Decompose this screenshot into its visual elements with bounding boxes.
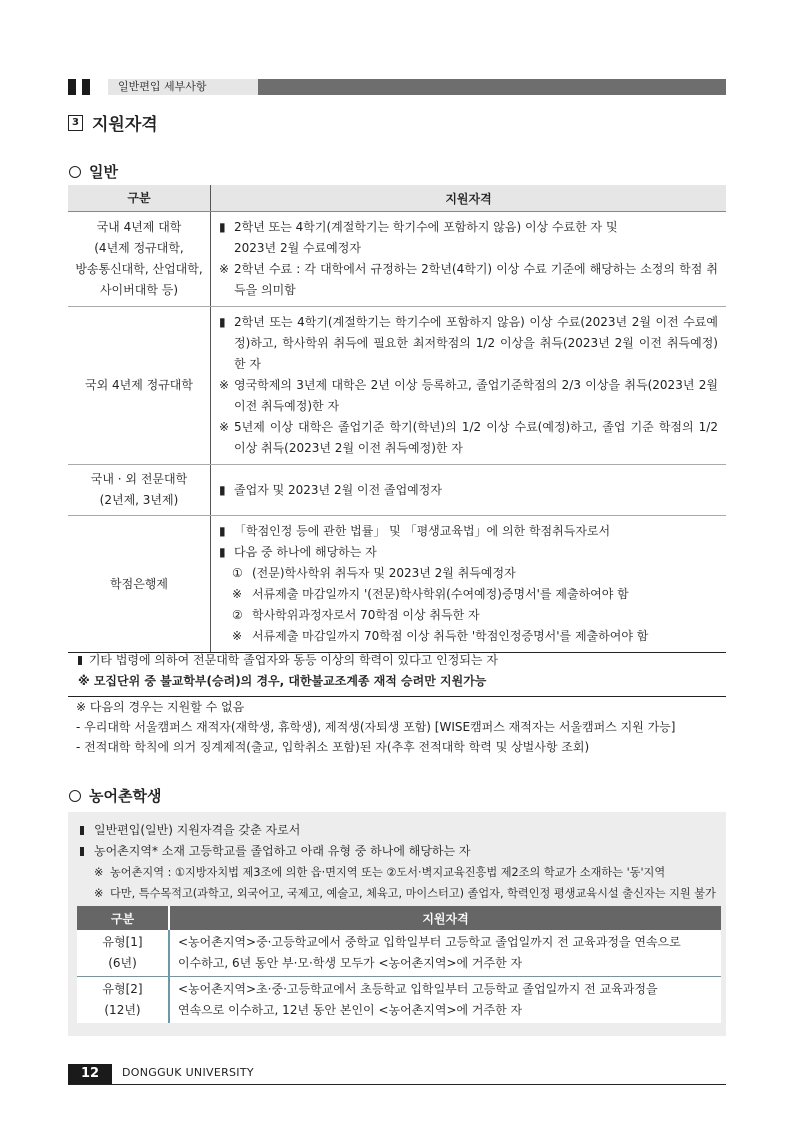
category-line: 사이버대학 등)	[99, 283, 179, 297]
category-line: (4년제 정규대학,	[94, 241, 184, 255]
row-category	[68, 307, 211, 465]
exclusion-notes	[68, 697, 738, 757]
category-line: 국내 4년제 대학	[96, 220, 182, 234]
qualification-item: ▮ 「학점인정 등에 관한 법률」 및 「평생교육법」에 의한 학점취득자로서	[219, 524, 611, 538]
rural-desc: <농어촌지역>중·고등학교에서 중학교 입학일부터 고등학교 졸업일까지 전 교육과정을 연속으로 이수하고, 6년 동안 부·모·학생 모두가 <농어촌지역>에 거주한 자	[169, 930, 721, 977]
rural-line: 농어촌지역* 소재 고등학교를 졸업하고 아래 유형 중 하나에 해당하는 자	[78, 841, 718, 862]
qualification-item: ※ 2학년 수료 : 각 대학에서 규정하는 2학년(4학기) 이상 수료 기준에 해당하는 소정의 학점 취득을 의미함	[219, 262, 718, 297]
qualification-item: ① (전문)학사학위 취득자 및 2023년 2월 취득예정자	[232, 566, 516, 580]
exclusion-line: ※ 다음의 경우는 지원할 수 없음	[76, 700, 245, 714]
rural-type: 유형[2] (12년)	[77, 977, 169, 1024]
header-label: 일반편입 세부사항	[108, 79, 258, 95]
table-row	[68, 307, 726, 465]
general-footnotes	[68, 648, 726, 697]
row-qualification	[211, 307, 727, 465]
circle-bullet-icon	[69, 166, 81, 178]
row-category	[68, 212, 211, 307]
column-header: 구분	[68, 185, 211, 212]
qualification-item: ▮ 다음 중 하나에 해당하는 자	[219, 545, 377, 559]
footnote-buddhist: ※ 모집단위 중 불교학부(승려)의 경우, 대한불교조계종 재적 승려만 지원가능	[78, 674, 487, 688]
qualification-item: ② 학사학위과정자로서 70학점 이상 취득한 자	[232, 608, 480, 622]
qualification-item: ※ 영국학제의 3년제 대학은 2년 이상 등록하고, 졸업기준학점의 2/3 이상을 취득(2023년 2월 이전 취득예정)한 자	[219, 378, 718, 413]
rural-line: ※ 다만, 특수목적고(과학고, 외국어고, 국제고, 예술고, 체육고, 마이스터고) 졸업자, 학력인정 평생교육시설 출신자는 지원 불가	[94, 887, 716, 900]
column-header: 구분	[77, 906, 169, 930]
table-header-row	[77, 906, 721, 930]
footnote-other-laws: 기타 법령에 의하여 전문대학 졸업자와 동등 이상의 학력이 있다고 인정되는 자	[68, 650, 726, 671]
qualification-item: ※ 서류제출 마감일까지 70학점 이상 취득한 '학점인정증명서'를 제출하여야 함	[232, 629, 649, 643]
general-table	[68, 185, 726, 653]
rural-line: 일반편입(일반) 지원자격을 갖춘 자로서	[78, 820, 718, 841]
rural-desc: <농어촌지역>초·중·고등학교에서 초등학교 입학일부터 고등학교 졸업일까지 전 교육과정을 연속으로 이수하고, 12년 동안 본인이 <농어촌지역>에 거주한 자	[178, 982, 658, 1017]
table-row	[68, 465, 726, 516]
column-header: 지원자격	[211, 185, 727, 212]
circle-bullet-icon	[69, 790, 81, 802]
category-line: 학점은행제	[110, 576, 168, 591]
exclusion-line: - 전적대학 학칙에 의거 징계제적(출교, 입학취소 포함)된 자(추후 전적대학 학력 및 상벌사항 조회)	[76, 740, 590, 754]
category-line: 방송통신대학, 산업대학,	[75, 262, 203, 276]
rural-type: 유형[1] (6년)	[77, 930, 169, 977]
row-category	[68, 516, 211, 653]
rural-table	[77, 906, 721, 1023]
section-number: 3	[68, 115, 83, 131]
qualification-item: ※ 5년제 이상 대학은 졸업기준 학기(학년)의 1/2 이상 수료(예정)하고, 졸업 기준 학점의 1/2 이상 취득(2023년 2월 이전 취득예정)한 자	[219, 420, 718, 455]
category-line: 국내 · 외 전문대학	[90, 472, 188, 486]
table-row	[77, 977, 721, 1024]
qualification-item: ▮ 졸업자 및 2023년 2월 이전 졸업예정자	[219, 482, 442, 497]
header-block-2	[82, 79, 90, 95]
general-title: 일반	[89, 163, 118, 181]
qualification-item: 2023년 2월 수료예정자	[234, 241, 361, 255]
column-header: 지원자격	[169, 906, 721, 930]
qualification-item: ※ 서류제출 마감일까지 '(전문)학사학위(수여예정)증명서'를 제출하여야 함	[232, 587, 629, 601]
category-line: 국외 4년제 정규대학	[84, 378, 193, 392]
row-qualification	[211, 465, 727, 516]
table-row	[68, 516, 726, 653]
rural-box	[68, 812, 726, 1036]
row-qualification	[211, 516, 727, 653]
row-qualification	[211, 212, 727, 307]
rural-line: ※ 농어촌지역 : ①지방자치법 제3조에 의한 읍·면지역 또는 ②도서·벽지교육진흥법 제2조의 학교가 소재하는 '동'지역	[94, 866, 666, 879]
header-block-1	[68, 79, 76, 95]
rural-title: 농어촌학생	[89, 787, 162, 805]
section-title: 지원자격	[92, 115, 158, 135]
qualification-item: ▮ 2학년 또는 4학기(계절학기는 학기수에 포함하지 않음) 이상 수료(2023년 2월 이전 수료예정)하고, 학사학위 취득에 필요한 최저학점의 1/2 이상을 취득(2023년 2월 이전 취득예정)한 자	[219, 315, 718, 371]
page-number: 12	[68, 1064, 112, 1084]
table-header-row	[68, 185, 726, 212]
qualification-item: ▮ 2학년 또는 4학기(계절학기는 학기수에 포함하지 않음) 이상 수료한 자 및	[219, 220, 618, 234]
table-row	[68, 212, 726, 307]
exclusion-line: - 우리대학 서울캠퍼스 재적자(재학생, 휴학생), 제적생(자퇴생 포함) [WISE캠퍼스 재적자는 서울캠퍼스 지원 가능]	[76, 720, 676, 734]
footer-university: DONGGUK UNIVERSITY	[122, 1066, 254, 1079]
footer-divider	[68, 1084, 726, 1085]
rural-conditions	[78, 820, 718, 904]
category-line: (2년제, 3년제)	[99, 493, 179, 507]
table-row	[77, 930, 721, 977]
header-bar	[258, 79, 726, 95]
row-category	[68, 465, 211, 516]
